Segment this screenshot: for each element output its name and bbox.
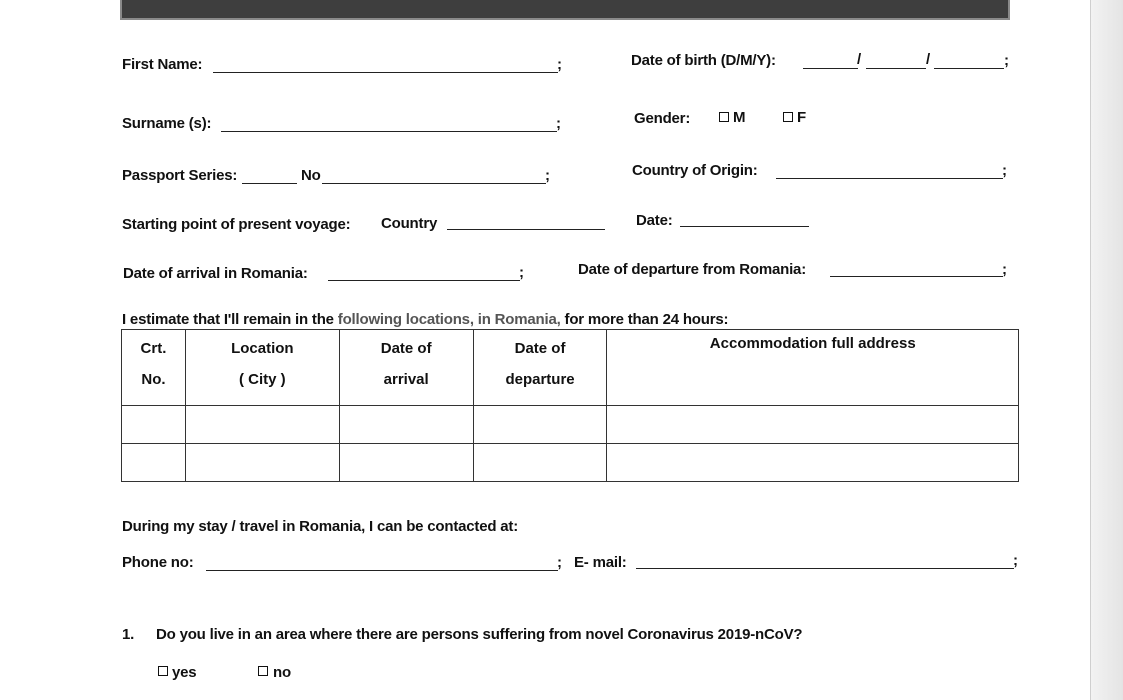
dob-slash-2: / bbox=[926, 51, 931, 68]
departure-field[interactable] bbox=[830, 276, 1003, 277]
header-crt-line2: No. bbox=[141, 371, 166, 388]
dob-semicolon: ; bbox=[1004, 52, 1009, 69]
question-1-no-label: no bbox=[273, 664, 291, 681]
contact-heading: During my stay / travel in Romania, I can be contacted at: bbox=[122, 518, 519, 535]
email-label: E- mail: bbox=[574, 554, 627, 571]
departure-semicolon: ; bbox=[1002, 261, 1007, 278]
header-location-line1: Location bbox=[231, 340, 294, 357]
gender-label: Gender: bbox=[634, 110, 691, 127]
dob-label: Date of birth (D/M/Y): bbox=[631, 52, 776, 69]
country-origin-label: Country of Origin: bbox=[632, 162, 758, 179]
header-banner bbox=[120, 0, 1010, 20]
header-location-line2: ( City ) bbox=[239, 371, 286, 388]
departure-label: Date of departure from Romania: bbox=[578, 261, 806, 278]
country-origin-field[interactable] bbox=[776, 178, 1003, 179]
table-cell[interactable] bbox=[607, 444, 1019, 482]
email-field[interactable] bbox=[636, 568, 1014, 569]
page-edge-shadow bbox=[1090, 0, 1123, 700]
starting-country-field[interactable] bbox=[447, 229, 605, 230]
header-address-line1: Accommodation full address bbox=[709, 335, 916, 352]
question-1-yes-label: yes bbox=[172, 664, 197, 681]
passport-series-field[interactable] bbox=[242, 183, 297, 184]
header-cell-crt bbox=[122, 330, 186, 406]
country-origin-semicolon: ; bbox=[1002, 162, 1007, 179]
starting-date-label: Date: bbox=[636, 212, 673, 229]
surname-semicolon: ; bbox=[556, 115, 561, 132]
locations-table bbox=[121, 329, 1019, 482]
passport-no-label: No bbox=[301, 167, 321, 184]
table-cell[interactable] bbox=[339, 444, 473, 482]
table-cell[interactable] bbox=[473, 444, 607, 482]
table-row bbox=[122, 406, 1019, 444]
email-semicolon: ; bbox=[1013, 552, 1018, 569]
starting-date-field[interactable] bbox=[680, 226, 809, 227]
question-1-text: Do you live in an area where there are persons suffering from novel Coronavirus 2019-nCoV? bbox=[156, 626, 803, 643]
table-cell[interactable] bbox=[473, 406, 607, 444]
passport-semicolon: ; bbox=[545, 167, 550, 184]
phone-semicolon: ; bbox=[557, 554, 562, 571]
table-cell[interactable] bbox=[185, 406, 339, 444]
dob-slash-1: / bbox=[857, 51, 862, 68]
header-arrival-line2: arrival bbox=[383, 371, 429, 388]
locations-intro-part2: following locations, in Romania, bbox=[337, 311, 561, 328]
starting-point-label: Starting point of present voyage: bbox=[122, 216, 351, 233]
table-cell[interactable] bbox=[185, 444, 339, 482]
gender-f-checkbox[interactable] bbox=[783, 112, 793, 122]
starting-country-label: Country bbox=[381, 215, 438, 232]
header-cell-location bbox=[185, 330, 339, 406]
arrival-field[interactable] bbox=[328, 280, 520, 281]
question-1-yes-checkbox[interactable] bbox=[158, 666, 168, 676]
table-cell[interactable] bbox=[122, 406, 186, 444]
first-name-semicolon: ; bbox=[557, 56, 562, 73]
header-cell-departure bbox=[473, 330, 607, 406]
header-arrival-line1: Date of bbox=[380, 340, 432, 357]
gender-m-label: M bbox=[733, 109, 746, 126]
arrival-label: Date of arrival in Romania: bbox=[123, 265, 308, 282]
locations-intro-part1: I estimate that I'll remain in the bbox=[122, 311, 338, 328]
dob-year-field[interactable] bbox=[934, 68, 1004, 69]
header-crt-line1: Crt. bbox=[140, 340, 167, 357]
locations-intro-part3: for more than 24 hours: bbox=[560, 311, 729, 328]
gender-f-label: F bbox=[797, 109, 806, 126]
gender-m-checkbox[interactable] bbox=[719, 112, 729, 122]
surname-field[interactable] bbox=[221, 131, 557, 132]
table-cell[interactable] bbox=[607, 406, 1019, 444]
question-1-no-checkbox[interactable] bbox=[258, 666, 268, 676]
question-1-number: 1. bbox=[122, 626, 135, 643]
table-row bbox=[122, 444, 1019, 482]
dob-day-field[interactable] bbox=[803, 68, 858, 69]
surname-label: Surname (s): bbox=[122, 115, 212, 132]
header-departure-line2: departure bbox=[505, 371, 575, 388]
table-cell[interactable] bbox=[122, 444, 186, 482]
table-cell[interactable] bbox=[339, 406, 473, 444]
dob-month-field[interactable] bbox=[866, 68, 926, 69]
phone-field[interactable] bbox=[206, 570, 558, 571]
header-cell-address bbox=[607, 330, 1019, 406]
table-header-row bbox=[122, 330, 1019, 406]
header-departure-line1: Date of bbox=[514, 340, 566, 357]
first-name-label: First Name: bbox=[122, 56, 203, 73]
phone-label: Phone no: bbox=[122, 554, 194, 571]
locations-intro bbox=[122, 311, 728, 328]
first-name-field[interactable] bbox=[213, 72, 558, 73]
header-cell-arrival bbox=[339, 330, 473, 406]
passport-no-field[interactable] bbox=[322, 183, 546, 184]
passport-series-label: Passport Series: bbox=[122, 167, 238, 184]
arrival-semicolon: ; bbox=[519, 264, 524, 281]
